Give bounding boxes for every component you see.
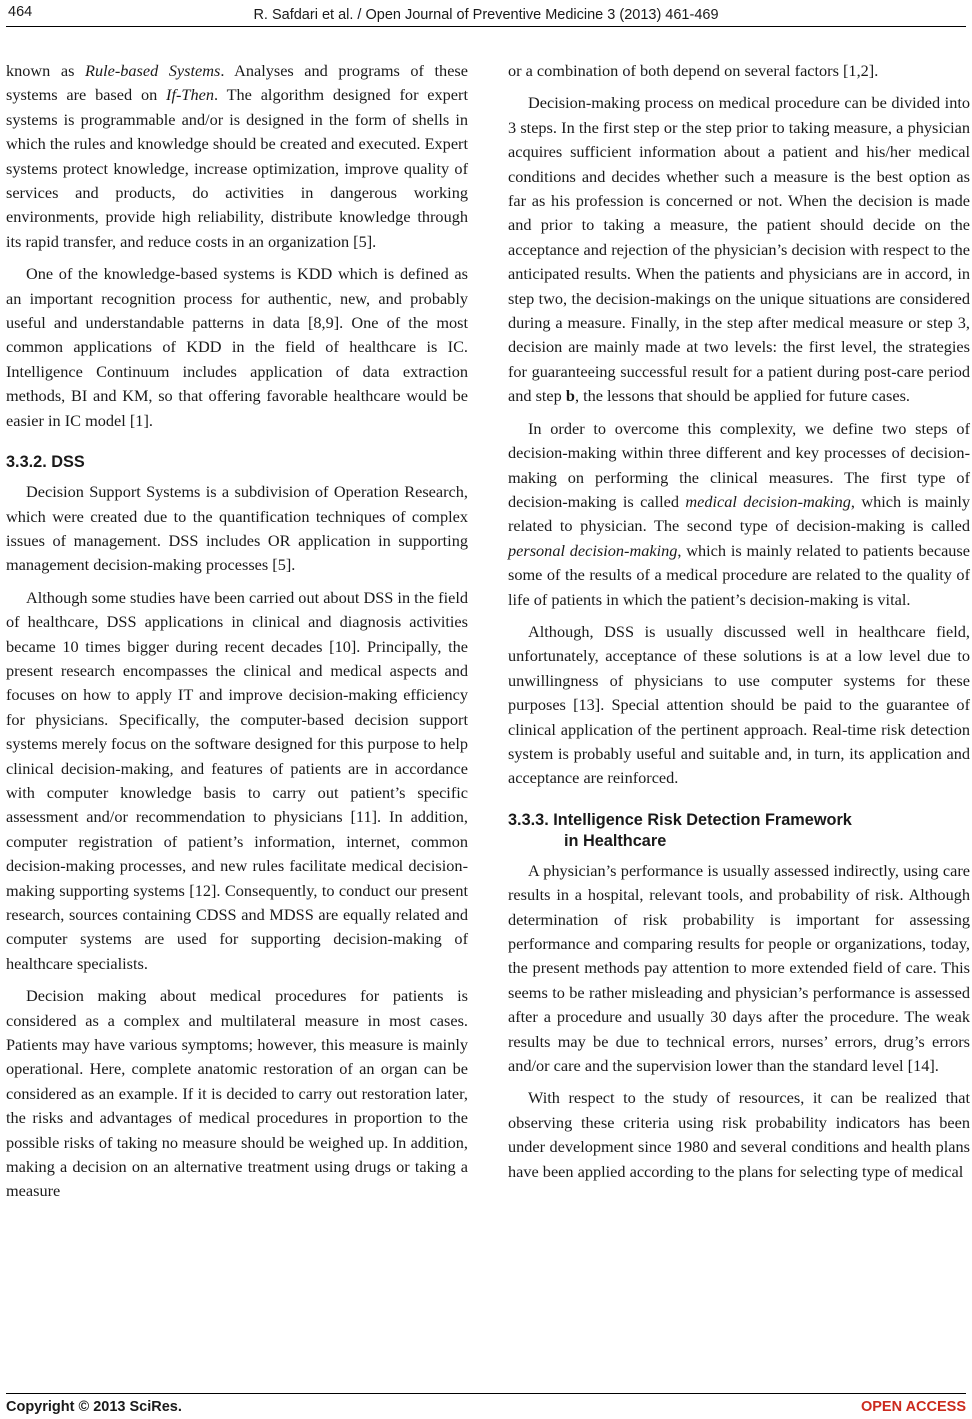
section-heading-dss: 3.3.2. DSS: [6, 453, 85, 472]
section-heading-risk-detection: 3.3.3. Intelligence Risk Detection Framework in Healthcare: [508, 810, 852, 850]
header-rule: [6, 26, 966, 27]
paragraph: With respect to the study of resources, it can be realized that observing these criteria using risk probability indicators has been under development since 1980 and several conditions and health plans have been applied according to the plans for selecting type of medical: [508, 1088, 970, 1181]
paragraph: Decision-making process on medical procedure can be divided into 3 steps. In the first step or the step prior to taking measure, a physician acquires sufficient information about a patient and his/her medical conditions and decides whether such a measure is the best option as far as his profession is concerned or not. When the decision is made and prior to taking a measure, the patient should decide on the acceptance and rejection of the physician’s decision with respect to the anticipated results. When the patients and physicians are in accord, in step two, the decision-makings on the unique situations are considered during a measure. Finally, in the step after medical measure or step 3, decision are mainly made at two levels: the first level, the strategies for guaranteeing successful result for a patient during post-care period and step b, the lessons that should be applied for future cases.: [508, 93, 970, 406]
paragraph: Decision Support Systems is a subdivision of Operation Research, which were created due to the quantification techniques of complex issues of management. DSS includes OR application in supporting management decision-making processes [5].: [6, 482, 468, 575]
paragraph: Decision making about medical procedures for patients is considered as a complex and multilateral measure in most cases. Patients may have various symptoms; however, this measure is mainly operational. Here, complete anatomic restoration of an organ can be considered as an example. If it is decided to carry out restoration later, the risks and advantages of medical procedures in proportion to the possible risks of taking no measure should be weighed up. In addition, making a decision on an alternative treatment using drugs or taking a measure: [6, 986, 468, 1201]
left-column: [6, 59, 468, 1212]
footer-rule: [6, 1393, 966, 1394]
paragraph: Although some studies have been carried out about DSS in the field of healthcare, DSS applications in clinical and diagnosis activities became 10 times bigger during recent decades [10]. Principally, the present research encompasses the clinical and medical aspects and focuses on how to apply IT and improve decision-making efficiency for physicians. Specifically, the computer-based decision support systems merely focus on the software designed for this purpose to help clinical decision-making, and features of patients are in accordance with computer knowledge basis to carry out patient’s specific assessment and/or recommendation to physicians [11]. In addition, computer registration of patient’s information, internet, common decision-making processes, and new rules facilitate medical decision-making supporting systems [12]. Consequently, to conduct our present research, sources containing CDSS and MDSS are equally related and computer systems are used for supporting decision-making of healthcare specialists.: [6, 587, 468, 973]
running-head: R. Safdari et al. / Open Journal of Preventive Medicine 3 (2013) 461-469: [253, 7, 719, 23]
paragraph: known as Rule-based Systems. Analyses and programs of these systems are based on If-Then. The algorithm designed for expert systems is programmable and/or is designed in the form of shells in which the rules and knowledge should be created and executed. Expert systems protect knowledge, increase optimization, improve quality of services and products, do activities in dangerous working environments, provide high reliability, distribute knowledge through its rapid transfer, and reduce costs in an organization [5].: [6, 61, 468, 251]
copyright-notice: Copyright © 2013 SciRes.: [6, 1399, 182, 1415]
paragraph: A physician’s performance is usually assessed indirectly, using care results in a hospital, relevant tools, and probability of risk. Although determination of risk probability is important for assessing performance and comparing results for people or organizations, today, the present methods pay attention to more extended field of care. This seems to be rather misleading and physician’s performance is assessed after a procedure and usually 30 days after the procedure. The weak results may be due to technical errors, nurses’ errors, drug’s errors and/or care and the supervision lower than the standard level [14].: [508, 860, 970, 1076]
page-header: [0, 4, 972, 26]
right-column: [508, 59, 970, 1192]
paragraph: or a combination of both depend on several factors [1,2].: [508, 61, 879, 80]
page-footer: [6, 1399, 966, 1417]
page-number: 464: [8, 4, 33, 20]
open-access-label: OPEN ACCESS: [860, 1399, 966, 1415]
paragraph: Although, DSS is usually discussed well in healthcare field, unfortunately, acceptance of these solutions is at a low level due to unwillingness of physicians to use computer systems for these purposes [13]. Special attention should be paid to the guarantee of clinical application of the pertinent approach. Real-time risk detection system is probably useful and suitable and, in turn, its application and acceptance are reinforced.: [508, 621, 970, 788]
paragraph: In order to overcome this complexity, we define two steps of decision-making within three different and key processes of decision-making on performing the clinical measures. The first type of decision-making is called medical decision-making, which is mainly related to physician. The second type of decision-making is called personal decision-making, which is mainly related to patients because some of the results of a medical procedure are related to the quality of life of patients in which the patient’s decision-making is vital.: [508, 418, 971, 609]
paragraph: One of the knowledge-based systems is KDD which is defined as an important recognition process for authentic, new, and probably useful and understandable patterns in data [8,9]. One of the most common applications of KDD in the field of healthcare is IC. Intelligence Continuum includes application of data extraction methods, BI and KM, so that offering favorable healthcare would be easier in IC model [1].: [6, 264, 468, 430]
